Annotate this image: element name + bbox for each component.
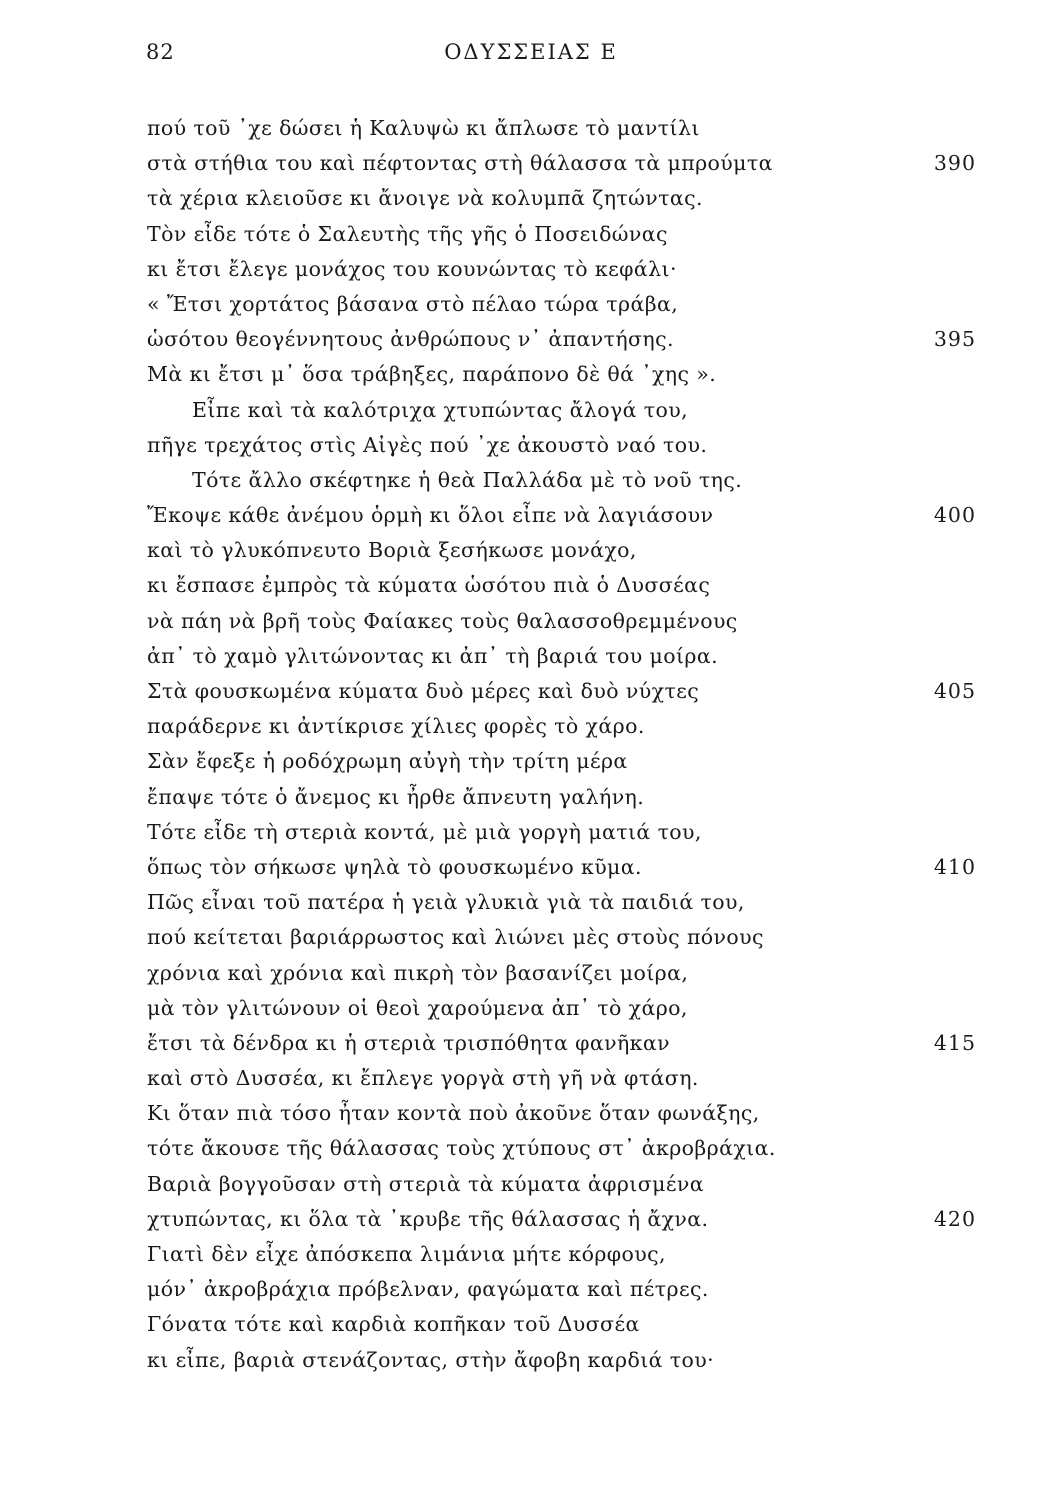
verse-line (0, 111, 1062, 146)
verse-text: Τότε εἶδε τὴ στεριὰ κοντά, μὲ μιὰ γοργὴ ματιά του, (147, 819, 702, 844)
verse-line (0, 604, 1062, 639)
verse-text: μόν᾽ ἀκροβράχια πρόβελναν, φαγώματα καὶ πέτρες. (147, 1277, 709, 1302)
verse-text: καὶ στὸ Δυσσέα, κι ἔπλεγε γοργὰ στὴ γῆ νὰ φτάση. (147, 1066, 699, 1091)
verse-line (0, 674, 1062, 709)
verse-line (0, 815, 1062, 850)
verse-line (0, 744, 1062, 779)
verse-text: Σὰν ἔφεξε ἡ ροδόχρωμη αὐγὴ τὴν τρίτη μέρα (147, 749, 628, 774)
verse-text: Εἶπε καὶ τὰ καλότριχα χτυπώντας ἄλογά του, (192, 397, 689, 422)
verse-text: Στὰ φουσκωμένα κύματα δυὸ μέρες καὶ δυὸ νύχτες (147, 679, 700, 703)
verse-line (0, 709, 1062, 744)
verse-text: μὰ τὸν γλιτώνουν οἱ θεοὶ χαρούμενα ἀπ᾽ τὸ χάρο, (147, 995, 688, 1020)
verse-text: « Ἔτσι χορτάτος βάσανα στὸ πέλαο τώρα τράβα, (147, 291, 679, 316)
verse-line (0, 639, 1062, 674)
verse-text: χτυπώντας, κι ὅλα τὰ ᾽κρυβε τῆς θάλασσας ἡ ἄχνα. (147, 1206, 709, 1231)
verse-line (0, 1272, 1062, 1307)
verse-text: ἔτσι τὰ δένδρα κι ἡ στεριὰ τρισπόθητα φανῆκαν (147, 1030, 670, 1055)
verse-line (0, 252, 1062, 287)
verse-text: χρόνια καὶ χρόνια καὶ πικρὴ τὸν βασανίζει μοίρα, (147, 960, 689, 985)
verse-line (0, 463, 1062, 498)
verse-text: κι ἔτσι ἔλεγε μονάχος του κουνώντας τὸ κεφάλι· (147, 256, 677, 281)
verse-text: Ἔκοψε κάθε ἀνέμου ὁρμὴ κι ὅλοι εἶπε νὰ λαγιάσουν (147, 503, 714, 528)
line-number: 420 (933, 1206, 976, 1231)
verse-line (0, 357, 1062, 392)
verse-line (0, 885, 1062, 920)
verse-line (0, 393, 1062, 428)
verse-text: Μὰ κι ἔτσι μ᾽ ὅσα τράβηξες, παράπονο δὲ θά ᾽χης ». (147, 362, 717, 387)
verse-text: παράδερνε κι ἀντίκρισε χίλιες φορὲς τὸ χάρο. (147, 714, 645, 739)
verse-text: κι ἔσπασε ἐμπρὸς τὰ κύματα ὡσότου πιὰ ὁ Δυσσέας (147, 573, 711, 598)
verse-line (0, 287, 1062, 322)
verse-text: κι εἶπε, βαριὰ στενάζοντας, στὴν ἄφοβη καρδιά του· (147, 1347, 715, 1372)
verse-line (0, 1167, 1062, 1202)
line-number: 410 (933, 854, 976, 879)
verse-text: πού κείτεται βαριάρρωστος καὶ λιώνει μὲς στοὺς πόνους (147, 925, 764, 950)
verse-text: Κι ὅταν πιὰ τόσο ἦταν κοντὰ ποὺ ἀκοῦνε ὅταν φωνάξης, (147, 1101, 760, 1126)
page-header (0, 40, 1062, 80)
verse-line (0, 568, 1062, 603)
running-title: ΟΔΥΣΣΕΙΑΣ Ε (444, 40, 618, 64)
verse-text: Τότε ἄλλο σκέφτηκε ἡ θεὰ Παλλάδα μὲ τὸ νοῦ της. (192, 467, 743, 492)
verse-line (0, 850, 1062, 885)
verse-line (0, 920, 1062, 955)
verse-line (0, 428, 1062, 463)
verse-line (0, 1237, 1062, 1272)
verse-text: πού τοῦ ᾽χε δώσει ἡ Καλυψὼ κι ἄπλωσε τὸ μαντίλι (147, 116, 700, 140)
verse-line (0, 181, 1062, 216)
verse-text: Τὸν εἶδε τότε ὁ Σαλευτὴς τῆς γῆς ὁ Ποσειδώνας (147, 221, 668, 246)
verse-text: ἔπαψε τότε ὁ ἄνεμος κι ἦρθε ἄπνευτη γαλήνη. (147, 784, 645, 809)
verse-text: πῆγε τρεχάτος στὶς Αἰγὲς πού ᾽χε ἀκουστὸ ναό του. (147, 432, 708, 457)
verse-line (0, 1026, 1062, 1061)
verse-line (0, 991, 1062, 1026)
verse-line (0, 1131, 1062, 1166)
verse-line (0, 780, 1062, 815)
line-number: 405 (933, 679, 976, 703)
verse-line (0, 1202, 1062, 1237)
verse-line (0, 1343, 1062, 1378)
verse-text: νὰ πάη νὰ βρῆ τοὺς Φαίακες τοὺς θαλασσοθρεμμένους (147, 608, 738, 633)
verse-line (0, 498, 1062, 533)
line-number: 400 (933, 503, 976, 528)
verse-line (0, 956, 1062, 991)
verse-line (0, 1061, 1062, 1096)
verse-line (0, 533, 1062, 568)
verse-text: Γόνατα τότε καὶ καρδιὰ κοπῆκαν τοῦ Δυσσέα (147, 1312, 640, 1337)
poem-body (0, 111, 1062, 1378)
line-number: 415 (933, 1030, 976, 1055)
verse-text: Γιατὶ δὲν εἶχε ἀπόσκεπα λιμάνια μήτε κόρφους, (147, 1242, 666, 1266)
line-number: 395 (933, 327, 976, 352)
verse-text: Βαριὰ βογγοῦσαν στὴ στεριὰ τὰ κύματα ἀφρισμένα (147, 1171, 704, 1196)
verse-line (0, 217, 1062, 252)
verse-text: καὶ τὸ γλυκόπνευτο Βοριὰ ξεσήκωσε μονάχο, (147, 538, 637, 563)
verse-text: τὰ χέρια κλειοῦσε κι ἄνοιγε νὰ κολυμπᾶ ζητώντας. (147, 186, 703, 211)
verse-line (0, 146, 1062, 181)
verse-text: ὅπως τὸν σήκωσε ψηλὰ τὸ φουσκωμένο κῦμα. (147, 854, 642, 879)
verse-line (0, 1307, 1062, 1342)
verse-text: στὰ στήθια του καὶ πέφτοντας στὴ θάλασσα τὰ μπρούμτα (147, 151, 773, 176)
page-number: 82 (146, 40, 175, 64)
line-number: 390 (933, 151, 976, 176)
verse-line (0, 1096, 1062, 1131)
verse-text: ἀπ᾽ τὸ χαμὸ γλιτώνοντας κι ἀπ᾽ τὴ βαριά του μοίρα. (147, 643, 719, 668)
verse-text: τότε ἄκουσε τῆς θάλασσας τοὺς χτύπους στ᾽ ἀκροβράχια. (147, 1136, 776, 1161)
verse-text: Πῶς εἶναι τοῦ πατέρα ἡ γειὰ γλυκιὰ γιὰ τὰ παιδιά του, (147, 890, 745, 915)
verse-text: ὡσότου θεογέννητους ἀνθρώπους ν᾽ ἀπαντήσης. (147, 327, 674, 352)
verse-line (0, 322, 1062, 357)
